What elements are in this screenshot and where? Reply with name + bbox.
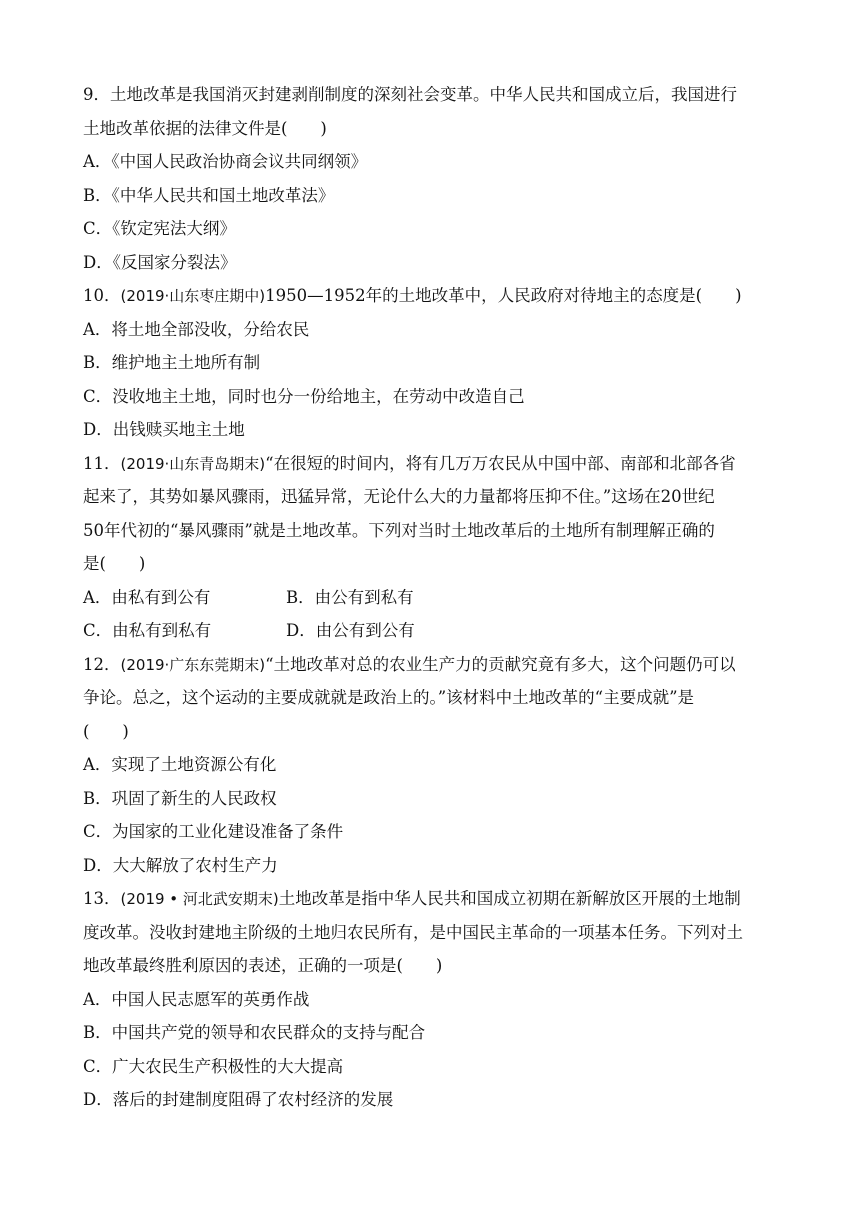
option-c: C．没收地主土地，同时也分一份给地主，在劳动中改造自己 — [83, 386, 525, 406]
option-c: C．由私有到私有 — [83, 621, 212, 640]
question-source: (2019·广东东莞期末) — [120, 655, 266, 674]
option-d: D．由公有到公有 — [286, 621, 415, 640]
option-a: A．由私有到公有 — [83, 587, 211, 607]
question-stem: 争论。总之，这个运动的主要成就就是政治上的。”该材料中土地改革的“主要成就”是 — [83, 688, 695, 707]
question-stem: 地改革最终胜利原因的表述，正确的一项是( ) — [83, 956, 443, 975]
option-c: C．广大农民生产积极性的大大提高 — [83, 1056, 344, 1076]
option-b: B．由公有到私有 — [286, 587, 414, 607]
option-row — [83, 581, 783, 615]
question-stem: ( ) — [83, 721, 129, 741]
option-c: C．《钦定宪法大纲》 — [83, 219, 236, 238]
question-12 — [83, 648, 783, 883]
question-9 — [83, 78, 783, 279]
question-stem: 50年代初的“暴风骤雨”就是土地改革。下列对当时土地改革后的土地所有制理解正确的 — [83, 520, 715, 540]
question-10 — [83, 279, 783, 447]
question-11 — [83, 447, 783, 648]
option-a: A．实现了土地资源公有化 — [83, 755, 277, 774]
question-number: 10． — [83, 286, 121, 305]
question-stem — [83, 648, 783, 682]
option-b: B．《中华人民共和国土地改革法》 — [83, 185, 335, 205]
question-source: (2019·山东枣庄期中) — [120, 287, 266, 305]
question-stem — [83, 279, 783, 313]
question-number: 13． — [83, 889, 121, 908]
question-text: “土地改革对总的农业生产力的贡献究竟有多大，这个问题仍可以 — [265, 654, 736, 674]
question-stem: 是( ) — [83, 554, 146, 573]
question-source: (2019·山东青岛期末) — [120, 454, 266, 473]
question-number: 11． — [83, 453, 121, 473]
option-d: D．出钱赎买地主土地 — [83, 420, 245, 439]
option-d: D．落后的封建制度阻碍了农村经济的发展 — [83, 1090, 394, 1109]
question-stem: 9．土地改革是我国消灭封建剥削制度的深刻社会变革。中华人民共和国成立后，我国进行 — [83, 85, 737, 104]
option-a: A．将土地全部没收，分给农民 — [83, 319, 310, 339]
question-text: “在很短的时间内，将有几万万农民从中国中部、南部和北部各省 — [265, 453, 736, 473]
option-b: B．维护地主土地所有制 — [83, 353, 261, 372]
question-stem — [83, 882, 783, 916]
question-text: 土地改革是指中华人民共和国成立初期在新解放区开展的土地制 — [278, 889, 741, 908]
question-stem: 度改革。没收封建地主阶级的土地归农民所有，是中国民主革命的一项基本任务。下列对土 — [83, 922, 743, 942]
option-d: D．大大解放了农村生产力 — [83, 855, 278, 875]
option-d: D．《反国家分裂法》 — [83, 252, 237, 272]
option-b: B．中国共产党的领导和农民群众的支持与配合 — [83, 1023, 426, 1042]
question-source: (2019 • 河北武安期末) — [120, 890, 279, 908]
option-b: B．巩固了新生的人民政权 — [83, 788, 277, 808]
question-stem: 土地改革依据的法律文件是( ) — [83, 118, 327, 138]
option-c: C．为国家的工业化建设准备了条件 — [83, 822, 344, 841]
question-13 — [83, 882, 783, 1117]
question-stem — [83, 447, 783, 481]
exam-page — [83, 78, 783, 1117]
option-row — [83, 614, 783, 648]
question-text: 1950—1952年的土地改革中，人民政府对待地主的态度是( ) — [265, 286, 742, 305]
question-stem: 起来了，其势如暴风骤雨，迅猛异常，无论什么大的力量都将压抑不住。”这场在20世纪 — [83, 487, 715, 506]
option-a: A．中国人民志愿军的英勇作战 — [83, 989, 310, 1009]
question-number: 12． — [83, 654, 121, 674]
option-a: A．《中国人民政治协商会议共同纲领》 — [83, 152, 368, 171]
